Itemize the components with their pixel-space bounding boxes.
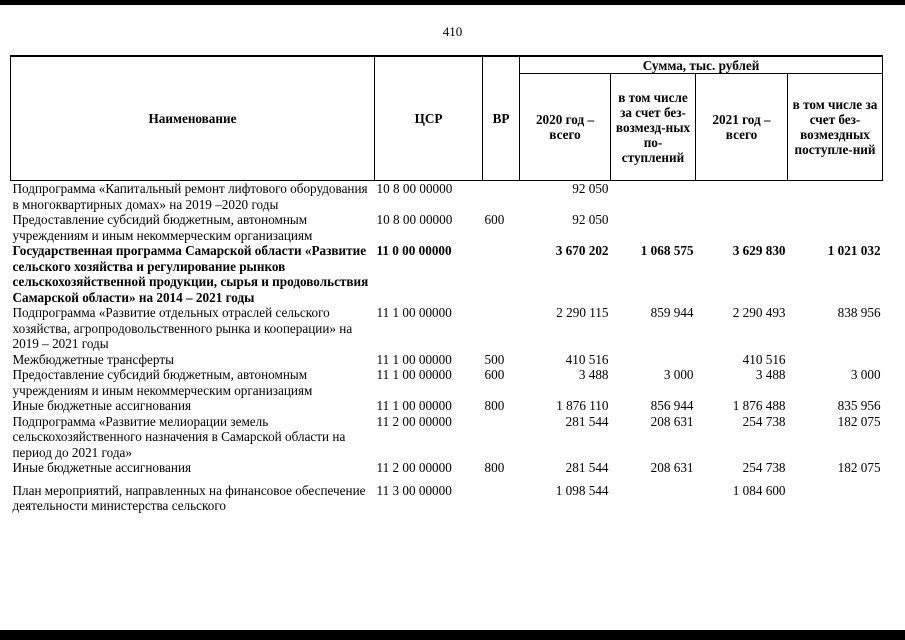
row-vr: 600 [484, 367, 505, 382]
row-csr: 11 3 00 00000 [376, 482, 452, 498]
row-2020-free [611, 212, 696, 243]
header-sum-group: Сумма, тыс. рублей [520, 56, 883, 74]
row-2020-total: 92 050 [572, 181, 609, 196]
row-2021-free [788, 352, 883, 368]
row-2020-total: 92 050 [572, 212, 609, 227]
row-2020-total: 1 098 544 [555, 482, 609, 498]
row-name: Предоставление субсидий бюджетным, автономным учреждениям и иным некоммерческим организациям [12, 212, 313, 243]
row-2021-free [788, 181, 883, 213]
header-2021-free: в том числе за счет без-возмездных поступле-ний [788, 74, 883, 181]
row-vr: 600 [484, 212, 505, 227]
row-name: Предоставление субсидий бюджетным, автономным учреждениям и иным некоммерческим организациям [12, 367, 313, 398]
row-2020-total: 410 516 [565, 351, 609, 367]
row-2021-total: 1 876 488 [732, 398, 786, 413]
table-row [11, 398, 883, 414]
table-row [11, 460, 883, 476]
row-vr: 800 [484, 398, 505, 413]
row-2021-free: 182 075 [837, 460, 881, 475]
row-2020-total: 3 488 [578, 367, 609, 382]
scan-bottom-edge [0, 630, 905, 640]
table-row [11, 367, 883, 398]
row-name: План мероприятий, направленных на финансовое обеспечение деятельности министерства сельского [12, 482, 366, 513]
row-name: Подпрограмма «Капитальный ремонт лифтового оборудования в многоквартирных домах» на 2019 –2020 годы [12, 181, 368, 212]
header-name: Наименование [11, 56, 375, 181]
table-row [11, 243, 883, 305]
row-csr: 11 1 00 00000 [376, 351, 452, 367]
row-csr: 10 8 00 00000 [376, 212, 453, 227]
budget-table [10, 55, 883, 514]
table-row [11, 414, 883, 461]
row-2021-free: 182 075 [837, 413, 881, 429]
row-vr: 500 [484, 351, 505, 367]
row-2021-free: 838 956 [837, 305, 881, 320]
row-2021-total: 410 516 [742, 351, 786, 367]
row-2021-total: 1 084 600 [732, 482, 786, 498]
header-2020-free: в том числе за счет без-возмезд-ных по-ступлений [611, 74, 696, 181]
row-vr: 800 [484, 460, 505, 475]
row-name: Подпрограмма «Развитие мелиорации земель сельскохозяйственного назначения в Самарской области на период до 2021 года» [12, 413, 346, 460]
row-2020-free: 1 068 575 [640, 243, 694, 258]
header-csr: ЦСР [375, 56, 483, 181]
page-number: 410 [442, 24, 463, 39]
table-row [11, 476, 883, 514]
row-csr: 11 2 00 00000 [376, 413, 452, 429]
row-csr: 11 0 00 00000 [376, 243, 452, 258]
row-2020-free: 859 944 [650, 305, 694, 320]
row-2021-total: 254 738 [742, 460, 786, 475]
table-row [11, 352, 883, 368]
table-row [11, 212, 883, 243]
row-name: Межбюджетные трансферты [12, 351, 174, 367]
row-2020-total: 1 876 110 [556, 398, 609, 413]
row-2020-total: 3 670 202 [555, 243, 609, 258]
row-2021-total [696, 181, 788, 213]
row-2021-total: 3 488 [755, 367, 786, 382]
row-vr [483, 476, 520, 514]
row-vr [483, 414, 520, 461]
row-2020-free: 208 631 [650, 413, 694, 429]
row-vr [483, 243, 520, 305]
row-2020-free [611, 476, 696, 514]
header-vr: ВР [483, 56, 520, 181]
row-csr: 11 1 00 00000 [376, 305, 452, 320]
row-2021-free [788, 212, 883, 243]
row-csr: 11 2 00 00000 [376, 460, 452, 475]
row-2020-free [611, 181, 696, 213]
row-name: Иные бюджетные ассигнования [12, 460, 192, 475]
row-2020-free: 856 944 [650, 398, 694, 413]
row-vr [483, 181, 520, 213]
row-2021-free: 1 021 032 [827, 243, 881, 258]
row-2020-total: 2 290 115 [556, 305, 609, 320]
row-name: Государственная программа Самарской области «Развитие сельского хозяйства и регулирование рынков сельскохозяйственной продукции, сырья и продовольствия Самарской области» на 2014 – 2021 годы [12, 243, 369, 305]
row-2020-total: 281 544 [565, 413, 609, 429]
row-2021-total: 3 629 830 [732, 243, 786, 258]
table-row [11, 181, 883, 213]
row-2021-total [696, 212, 788, 243]
scan-top-edge [0, 0, 905, 5]
row-2021-total: 2 290 493 [732, 305, 786, 320]
row-2020-free [611, 352, 696, 368]
row-csr: 11 1 00 00000 [376, 367, 452, 382]
row-2020-total: 281 544 [565, 460, 609, 475]
header-2021-total: 2021 год – всего [696, 74, 788, 181]
row-2020-free: 3 000 [663, 367, 694, 382]
row-2021-total: 254 738 [742, 413, 786, 429]
row-vr [483, 305, 520, 352]
row-csr: 11 1 00 00000 [376, 398, 452, 413]
row-name: Подпрограмма «Развитие отдельных отраслей сельского хозяйства, агропродовольственного рынка и кооперации» на 2019 – 2021 годы [12, 305, 353, 351]
header-2020-total: 2020 год – всего [520, 74, 611, 181]
table-row [11, 305, 883, 352]
row-2021-free: 835 956 [837, 398, 881, 413]
row-2020-free: 208 631 [650, 460, 694, 475]
row-2021-free [788, 476, 883, 514]
row-csr: 10 8 00 00000 [376, 181, 453, 196]
row-2021-free: 3 000 [850, 367, 881, 382]
row-name: Иные бюджетные ассигнования [12, 398, 192, 413]
